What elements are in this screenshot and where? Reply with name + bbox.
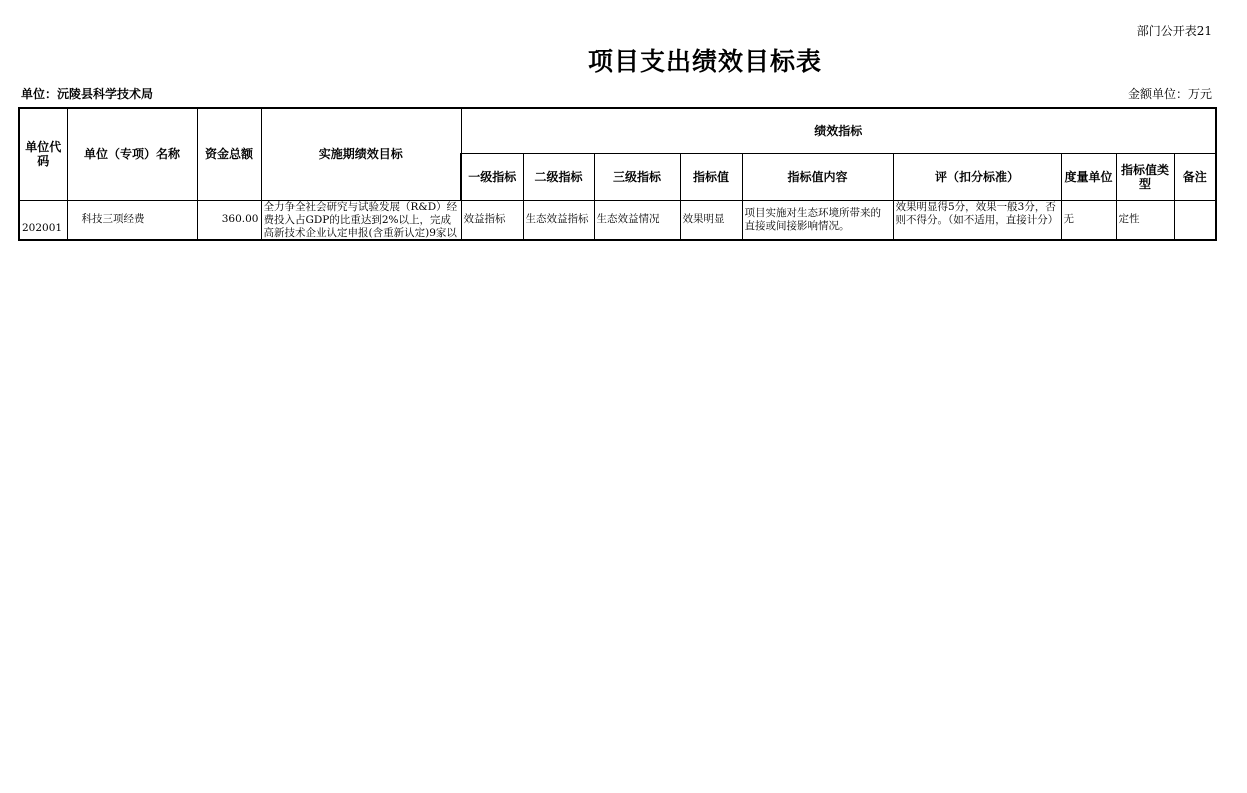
header-measure-unit: 度量单位 xyxy=(1061,153,1116,200)
cell-remark xyxy=(1174,200,1216,240)
header-unit-name: 单位（专项）名称 xyxy=(67,108,197,200)
cell-level2: 生态效益指标 xyxy=(523,200,594,240)
cell-measure-unit: 无 xyxy=(1061,200,1116,240)
cell-level1: 效益指标 xyxy=(461,200,523,240)
header-period-goal: 实施期绩效目标 xyxy=(261,108,461,200)
header-total-funds: 资金总额 xyxy=(197,108,261,200)
cell-level3: 生态效益情况 xyxy=(594,200,680,240)
cell-value: 效果明显 xyxy=(680,200,742,240)
amount-unit-label: 金额单位：万元 xyxy=(1127,87,1212,101)
cell-value-content: 项目实施对生态环境所带来的直接或间接影响情况。 xyxy=(742,200,893,240)
header-level3: 三级指标 xyxy=(594,153,680,200)
cell-scoring: 效果明显得5分，效果一般3分，否则不得分。（如不适用，直接计分） xyxy=(895,200,1059,226)
cell-period-goal: 全力争全社会研究与试验发展（R&D）经费投入占GDP的比重达到2%以上，完成高新技术企业认定申报(含重新认定)9家以 xyxy=(263,200,458,239)
table-row xyxy=(19,200,1216,240)
header-level1: 一级指标 xyxy=(461,153,523,200)
header-unit-code: 单位代码 xyxy=(19,108,67,200)
page-title: 项目支出绩效目标表 xyxy=(587,47,822,76)
cell-total-funds: 360.00 xyxy=(197,200,261,240)
header-indicators: 绩效指标 xyxy=(461,108,1216,153)
header-value-type: 指标值类型 xyxy=(1116,153,1174,200)
cell-unit-name: 科技三项经费 xyxy=(67,200,197,240)
header-remark: 备注 xyxy=(1174,153,1216,200)
header-value: 指标值 xyxy=(680,153,742,200)
cell-unit-code: 202001 xyxy=(19,200,67,240)
performance-table xyxy=(18,107,1217,241)
unit-label: 单位：沅陵县科学技术局 xyxy=(21,87,154,101)
header-value-content: 指标值内容 xyxy=(742,153,893,200)
header-scoring: 评（扣分标准） xyxy=(893,153,1061,200)
header-level2: 二级指标 xyxy=(523,153,594,200)
document-number: 部门公开表21 xyxy=(1136,24,1212,38)
cell-value-type: 定性 xyxy=(1116,200,1174,240)
